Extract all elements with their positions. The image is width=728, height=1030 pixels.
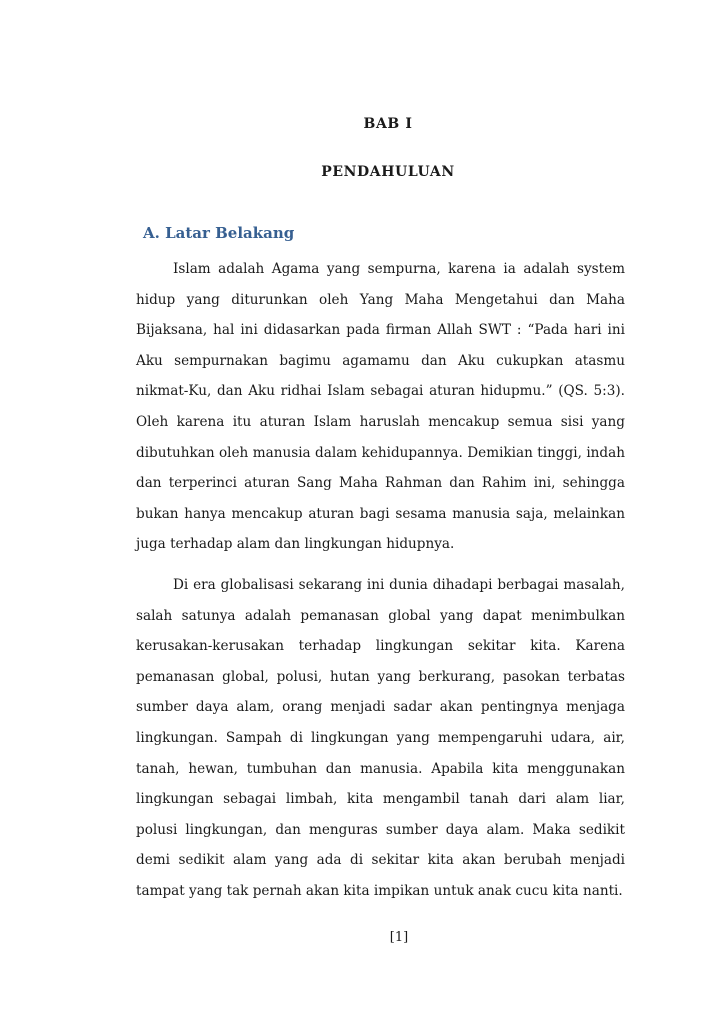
paragraph-1: Islam adalah Agama yang sempurna, karena ia adalah system hidup yang diturunkan oleh Yang Maha Mengetahui dan Maha Bijaksana, hal ini didasarkan pada firman Allah SWT : “Pada hari ini Aku sempurnakan bagimu agamamu dan Aku cukupkan atasmu nikmat-Ku, dan Aku ridhai Islam sebagai aturan hidupmu.” (QS. 5:3). Oleh karena itu aturan Islam haruslah mencakup semua sisi yang dibutuhkan oleh manusia dalam kehidupannya. Demikian tinggi, indah dan terperinci aturan Sang Maha Rahman dan Rahim ini, sehingga bukan hanya mencakup aturan bagi sesama manusia saja, melainkan juga terhadap alam dan lingkungan hidupnya. (136, 261, 625, 553)
chapter-title: PENDAHULUAN (321, 164, 455, 180)
paragraph-2: Di era globalisasi sekarang ini dunia dihadapi berbagai masalah, salah satunya adalah pemanasan global yang dapat menimbulkan kerusakan-kerusakan terhadap lingkungan sekitar kita. Karena pemanasan global, polusi, hutan yang berkurang, pasokan terbatas sumber daya alam, orang menjadi sadar akan pentingnya menjaga lingkungan. Sampah di lingkungan yang mempengaruhi udara, air, tanah, hewan, tumbuhan dan manusia. Apabila kita menggunakan lingkungan sebagai limbah, kita mengambil tanah dari alam liar, polusi lingkungan, dan menguras sumber daya alam. Maka sedikit demi sedikit alam yang ada di sekitar kita akan berubah menjadi tampat yang tak pernah akan kita impikan untuk anak cucu kita nanti. (136, 576, 625, 899)
body-text (136, 254, 625, 916)
chapter-number: BAB I (363, 116, 413, 132)
page-number: [1] (389, 930, 409, 945)
section-heading: A. Latar Belakang (143, 224, 295, 242)
